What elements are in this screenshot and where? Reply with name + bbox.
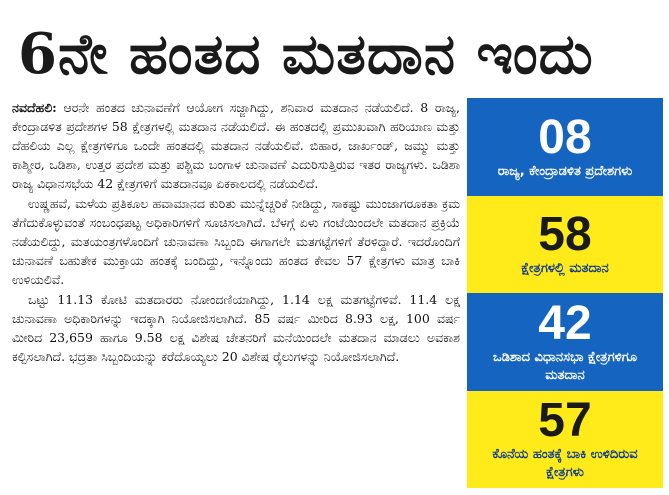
stat-box-states: [467, 98, 663, 196]
stat-label: ಕ್ಷೇತ್ರಗಳಲ್ಲಿ ಮತದಾನ: [521, 261, 609, 277]
stats-sidebar: [467, 98, 663, 488]
stat-label: ರಾಜ್ಯ, ಕೇಂದ್ರಾಡಳಿತ ಪ್ರದೇಶಗಳು: [497, 163, 633, 179]
stat-box-odisha-assembly: [467, 293, 663, 391]
headline: 6ನೇ ಹಂತದ ಮತದಾನ ಇಂದು: [18, 21, 594, 87]
stat-label: ಒಡಿಶಾದ ವಿಧಾನಸಭಾ ಕ್ಷೇತ್ರಗಳಿಗೂ ಮತದಾನ: [492, 349, 638, 383]
paragraph-1-text: ಆರನೇ ಹಂತದ ಚುನಾವಣೆಗೆ ಆಯೋಗ ಸಜ್ಜಾಗಿದ್ದು, ಶನಿವಾರ ಮತದಾನ ನಡೆಯಲಿದೆ. 8 ರಾಜ್ಯ, ಕೇಂದ್ರಾಡಳಿತ ಪ್ರದೇಶಗಳ 58 ಕ್ಷೇತ್ರಗಳಲ್ಲಿ ಮತದಾನ ನಡೆಯಲಿದೆ. ಈ ಹಂತದಲ್ಲಿ ಪ್ರಮುಖವಾಗಿ ಹರಿಯಾಣ ಮತ್ತು ದೆಹಲಿಯ ಎಲ್ಲ ಕ್ಷೇತ್ರಗಳಿಗೂ ಒಂದೇ ಹಂತದಲ್ಲಿ ಮತದಾನ ನಡೆಯಲಿವೆ. ಬಿಹಾರ, ಜಾರ್ಖಂಡ್, ಜಮ್ಮು ಮತ್ತು ಕಾಶ್ಮೀರ, ಒಡಿಶಾ, ಉತ್ತರ ಪ್ರದೇಶ ಮತ್ತು ಪಶ್ಚಿಮ ಬಂಗಾಳ ಚುನಾವಣೆ ಎದುರಿಸುತ್ತಿರುವ ಇತರ ರಾಜ್ಯಗಳು. ಒಡಿಶಾ ರಾಜ್ಯ ವಿಧಾನಸಭೆಯ 42 ಕ್ಷೇತ್ರಗಳಿಗೆ ಮತದಾನವೂ ಏಕಕಾಲದಲ್ಲಿ ನಡೆಯಲಿದೆ.: [12, 100, 460, 191]
stat-box-constituencies: [467, 196, 663, 294]
paragraph-2: ಉಷ್ಣಹವೆ, ಮಳೆಯ ಪ್ರತಿಕೂಲ ಹವಾಮಾನದ ಕುರಿತು ಮುನ್ನೆಚ್ಚರಿಕೆ ನೀಡಿದ್ದು, ಸಾಕಷ್ಟು ಮುಂಜಾಗರೂಕತಾ ಕ್ರಮ ತೆಗೆದುಕೊಳ್ಳುವಂತೆ ಸಂಬಂಧಪಟ್ಟ ಅಧಿಕಾರಿಗಳಿಗೆ ಸೂಚಿಸಲಾಗಿದೆ. ಬೆಳಗ್ಗೆ ಏಳು ಗಂಟೆಯಿಂದಲೇ ಮತದಾನ ಪ್ರಕ್ರಿಯೆ ನಡೆಯಲಿದ್ದು, ಮತಯಂತ್ರಗಳೊಂದಿಗೆ ಚುನಾವಣಾ ಸಿಬ್ಬಂದಿ ಈಗಾಗಲೇ ಮತಗಟ್ಟೆಗಳಿಗೆ ತೆರಳಿದ್ದಾರೆ. ಇದರೊಂದಿಗೆ ಚುನಾವಣೆ ಬಹುತೇಕ ಮುಕ್ತಾಯ ಹಂತಕ್ಕೆ ಬಂದಿದ್ದು, ಇನ್ನೊಂದು ಹಂತದ ಕೇವಲ 57 ಕ್ಷೇತ್ರಗಳು ಮಾತ್ರ ಬಾಕಿ ಉಳಿಯಲಿವೆ.: [12, 196, 460, 287]
stat-label: ಕೊನೆಯ ಹಂತಕ್ಕೆ ಬಾಕಿ ಉಳಿದಿರುವ ಕ್ಷೇತ್ರಗಳು: [492, 447, 638, 481]
paragraph-1: [12, 98, 460, 193]
stat-box-remaining: [467, 391, 663, 489]
paragraph-3: ಒಟ್ಟು 11.13 ಕೋಟಿ ಮತದಾರರು ನೋಂದಣಿಯಾಗಿದ್ದು, 1.14 ಲಕ್ಷ ಮತಗಟ್ಟೆಗಳಿವೆ. 11.4 ಲಕ್ಷ ಚುನಾವಣಾ ಅಧಿಕಾರಿಗಳನ್ನು ಇದಕ್ಕಾಗಿ ನಿಯೋಜಿಸಲಾಗಿದೆ. 85 ವರ್ಷ ಮೀರಿದ 8.93 ಲಕ್ಷ, 100 ವರ್ಷ ಮೀರಿದ 23,659 ಹಾಗೂ 9.58 ಲಕ್ಷ ವಿಶೇಷ ಚೇತನರಿಗೆ ಮನೆಯಿಂದಲೇ ಮತದಾನ ಮಾಡಲು ಅವಕಾಶ ಕಲ್ಪಿಸಲಾಗಿದೆ. ಭದ್ರತಾ ಸಿಬ್ಬಂದಿಯನ್ನು ಕರೆದೊಯ್ಯಲು 20 ವಿಶೇಷ ರೈಲುಗಳನ್ನು ನಿಯೋಜಿಸಲಾಗಿದೆ.: [12, 292, 460, 364]
dateline: ನವದೆಹಲಿ:: [12, 100, 57, 115]
stat-value: 42: [538, 296, 592, 350]
stat-value: 08: [538, 110, 592, 164]
stat-value: 58: [538, 208, 592, 262]
stat-value: 57: [538, 394, 592, 448]
article-body: [12, 98, 460, 488]
